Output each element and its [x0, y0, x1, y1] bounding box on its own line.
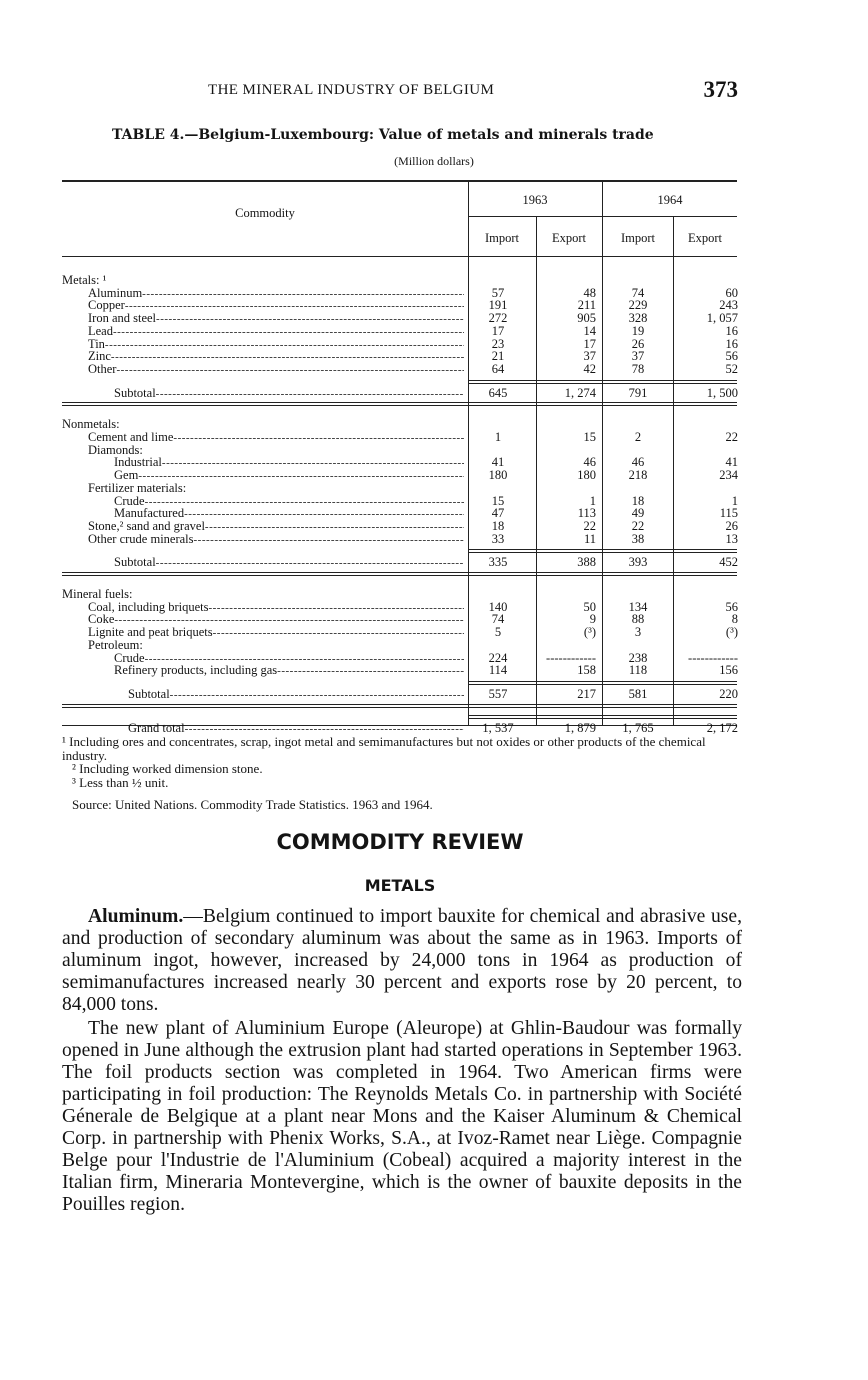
table-unit: (Million dollars) [394, 154, 474, 168]
value-cell: 791 [628, 385, 648, 400]
body-text [62, 906, 742, 1216]
row-label: Iron and steel ----- [88, 312, 464, 325]
value-cell: 57 [491, 285, 505, 300]
value-cell: (³) [725, 625, 738, 640]
subtotal-rule [468, 549, 737, 553]
value-cell: 238 [628, 650, 648, 665]
row-label: Coke ----- [88, 613, 464, 626]
table-row [62, 363, 737, 376]
value-cell: 48 [583, 285, 596, 300]
value-cell: 156 [719, 663, 738, 678]
footnotes [62, 735, 742, 812]
row-label: Tin ----- [88, 338, 464, 351]
footnote-2: ² Including worked dimension stone. [72, 761, 263, 776]
row-label: Coal, including briquets ----- [88, 601, 464, 614]
value-cell: 78 [631, 361, 645, 376]
table-row [62, 626, 737, 639]
value-cell: 1, 057 [706, 311, 738, 326]
value-cell: 180 [577, 468, 596, 483]
row-label: Zinc ----- [88, 350, 464, 363]
value-cell: 2 [634, 430, 642, 444]
value-cell: ------------ [688, 650, 738, 665]
value-cell: 13 [725, 531, 738, 546]
row-label: Copper ----- [88, 299, 464, 312]
footnote-3: ³ Less than ½ unit. [72, 774, 169, 790]
value-cell: 393 [628, 555, 648, 570]
value-cell: 16 [725, 323, 738, 338]
subtotal-row [62, 722, 737, 735]
value-cell: 211 [577, 298, 596, 313]
subtotal-row [62, 688, 737, 701]
value-cell: 114 [488, 663, 508, 678]
value-cell: 18 [631, 493, 645, 508]
value-cell: 218 [628, 468, 648, 483]
value-cell: 1, 537 [482, 720, 514, 735]
value-cell: 140 [488, 599, 508, 614]
value-cell: 557 [488, 686, 508, 701]
row-label: Subtotal ----- [128, 688, 464, 701]
value-cell: 46 [583, 455, 596, 470]
subtotal-rule [62, 572, 737, 576]
value-cell: 645 [488, 385, 508, 400]
table-row [62, 431, 737, 444]
value-cell: 134 [628, 599, 648, 614]
value-cell: 17 [583, 336, 596, 351]
value-cell: 335 [488, 555, 508, 570]
value-cell: 56 [725, 349, 738, 364]
row-label: Petroleum: [88, 638, 143, 652]
value-cell: 42 [583, 361, 596, 376]
value-cell: 328 [628, 311, 648, 326]
table-row [62, 664, 737, 677]
row-label: Industrial ----- [114, 456, 464, 469]
row-label: Crude ----- [114, 652, 464, 665]
value-cell: 180 [488, 468, 508, 483]
value-cell: 9 [589, 612, 596, 627]
value-cell: 234 [719, 468, 738, 483]
value-cell: (³) [583, 625, 596, 640]
row-label: Manufactured ----- [114, 507, 464, 520]
table-source: Source: United Nations. Commodity Trade Statistics. 1963 and 1964. [72, 797, 433, 812]
row-label: Nonmetals: [62, 418, 120, 432]
value-cell: 452 [719, 555, 738, 570]
row-label: Subtotal ----- [114, 387, 464, 400]
value-cell: 158 [577, 663, 596, 678]
value-cell: 1 [731, 493, 738, 508]
row-label: Fertilizer materials: [88, 481, 187, 495]
footnote-1: ¹ Including ores and concentrates, scrap, ingot metal and semimanufactures but not oxides or other products of the chemical industry. [62, 734, 706, 763]
value-cell: 14 [583, 323, 596, 338]
row-label: Other ----- [88, 363, 464, 376]
value-cell: 41 [491, 455, 505, 470]
value-cell: 18 [491, 518, 505, 533]
header-import-1963: Import [484, 231, 520, 245]
value-cell: 17 [491, 323, 505, 338]
value-cell: 22 [583, 518, 596, 533]
row-label: Mineral fuels: [62, 588, 133, 601]
value-cell: 21 [491, 349, 505, 364]
value-cell: 1, 500 [706, 385, 738, 400]
value-cell: 15 [583, 430, 596, 444]
value-cell: 581 [628, 686, 648, 701]
header-import-1964: Import [620, 231, 656, 245]
value-cell: 16 [725, 336, 738, 351]
value-cell: 191 [488, 298, 508, 313]
value-cell: 37 [583, 349, 596, 364]
value-cell: 388 [577, 555, 596, 570]
subtotal-row [62, 556, 737, 569]
row-label: Stone,² sand and gravel ----- [88, 520, 464, 533]
value-cell: 2, 172 [706, 720, 738, 735]
value-cell: 115 [719, 506, 738, 521]
value-cell: 272 [488, 311, 508, 326]
value-cell: 217 [577, 686, 596, 701]
value-cell: 11 [583, 531, 596, 546]
value-cell: 1, 765 [622, 720, 654, 735]
value-cell: 220 [719, 686, 738, 701]
subtotal-rule [468, 380, 737, 384]
value-cell: 3 [634, 625, 642, 640]
value-cell: 46 [631, 455, 645, 470]
value-cell: 118 [628, 663, 648, 678]
value-cell: 15 [491, 493, 505, 508]
row-label: Lead ----- [88, 325, 464, 338]
subtotal-rule [62, 704, 737, 708]
header-year-1964: 1964 [657, 193, 683, 207]
value-cell: 26 [631, 336, 645, 351]
running-head: THE MINERAL INDUSTRY OF BELGIUM [208, 82, 495, 98]
value-cell: 22 [725, 430, 738, 444]
paragraph-aluminum [62, 906, 742, 1016]
subsection-title: METALS [364, 876, 436, 895]
value-cell: 1 [589, 493, 596, 508]
value-cell: 47 [491, 506, 505, 521]
value-cell: 19 [631, 323, 645, 338]
value-cell: 905 [577, 311, 596, 326]
table-row [62, 520, 737, 533]
value-cell: 5 [494, 625, 502, 640]
value-cell: 1, 274 [564, 385, 596, 400]
header-commodity: Commodity [235, 206, 295, 220]
paragraph-2: The new plant of Aluminium Europe (Aleurope) at Ghlin-Baudour was formally opened in June although the extrusion plant had started operations in September 1963. The foil products section was completed in 1964. Two American firms were participating in foil production: The Reynolds Metals Co. in partnership with Société Génerale de Belgique at a plant near Mons and the Kaiser Aluminum & Chemical Corp. in partnership with Phenix Works, S.A., at Ivoz-Ramet near Liège. Compagnie Belge pour l'Industrie de l'Aluminium (Cobeal) acquired a majority interest in the Italian firm, Mineraria Montevergine, which is the owner of bauxite deposits in the Pouilles region. [62, 1018, 742, 1215]
row-label: Subtotal ----- [114, 556, 464, 569]
row-label: Metals: ¹ [62, 274, 107, 287]
value-cell: 56 [725, 599, 738, 614]
table-row [62, 469, 737, 482]
value-cell: 33 [491, 531, 505, 546]
value-cell: 74 [491, 612, 505, 627]
value-cell: 38 [631, 531, 645, 546]
row-label: Aluminum ----- [88, 287, 464, 300]
subtotal-rule [468, 715, 737, 719]
value-cell: 243 [719, 298, 738, 313]
value-cell: 22 [631, 518, 645, 533]
table-row [62, 639, 737, 652]
row-label: Gem ----- [114, 469, 464, 482]
row-label: Crude ----- [114, 495, 464, 508]
row-label: Cement and lime ----- [88, 431, 464, 444]
header-export-1963: Export [551, 231, 587, 245]
value-cell: 50 [583, 599, 596, 614]
row-label: Refinery products, including gas ----- [114, 664, 464, 677]
subtotal-row [62, 387, 737, 400]
table-top-rule [62, 180, 737, 182]
value-cell: 41 [725, 455, 738, 470]
value-cell: 49 [631, 506, 645, 521]
value-cell: 37 [631, 349, 645, 364]
page-number: 373 [703, 77, 738, 102]
row-label: Grand total ----- [128, 722, 464, 735]
header-year-1963: 1963 [522, 193, 548, 207]
subtotal-rule [62, 402, 737, 406]
value-cell: 64 [491, 361, 505, 376]
table-row [62, 325, 737, 338]
paragraph-1-text: —Belgium continued to import bauxite for chemical and abrasive use, and production of secondary aluminum was about the same as in 1963. Imports of aluminum ingot, however, increased by 24,000 tons in 1964 as production of semimanufactures increased nearly 30 percent and exports rose by 20 percent, to 84,000 tons. [62, 906, 742, 1015]
section-title: COMMODITY REVIEW [276, 830, 524, 854]
row-label: Lignite and peat briquets ----- [88, 626, 464, 639]
value-cell: 52 [725, 361, 738, 376]
value-cell: 1 [494, 430, 502, 444]
value-cell: 60 [725, 285, 738, 300]
value-cell: 23 [491, 336, 505, 351]
run-in-heading: Aluminum. [88, 906, 184, 927]
subtotal-rule [468, 681, 737, 685]
table-row [62, 482, 737, 495]
value-cell: 74 [631, 285, 645, 300]
value-cell: 229 [628, 298, 648, 313]
value-cell: 8 [731, 612, 738, 627]
value-cell: 26 [725, 518, 738, 533]
table-title: TABLE 4.—Belgium-Luxembourg: Value of metals and minerals trade [112, 127, 654, 143]
value-cell: 88 [631, 612, 645, 627]
value-cell: 113 [577, 506, 596, 521]
header-bottom-rule [62, 256, 737, 257]
table-row [62, 533, 737, 546]
row-label: Other crude minerals ----- [88, 533, 464, 546]
value-cell: 1, 879 [564, 720, 596, 735]
row-label: Diamonds: [88, 443, 143, 457]
header-export-1964: Export [687, 231, 723, 245]
value-cell: 224 [488, 650, 508, 665]
value-cell: ------------ [546, 650, 596, 665]
